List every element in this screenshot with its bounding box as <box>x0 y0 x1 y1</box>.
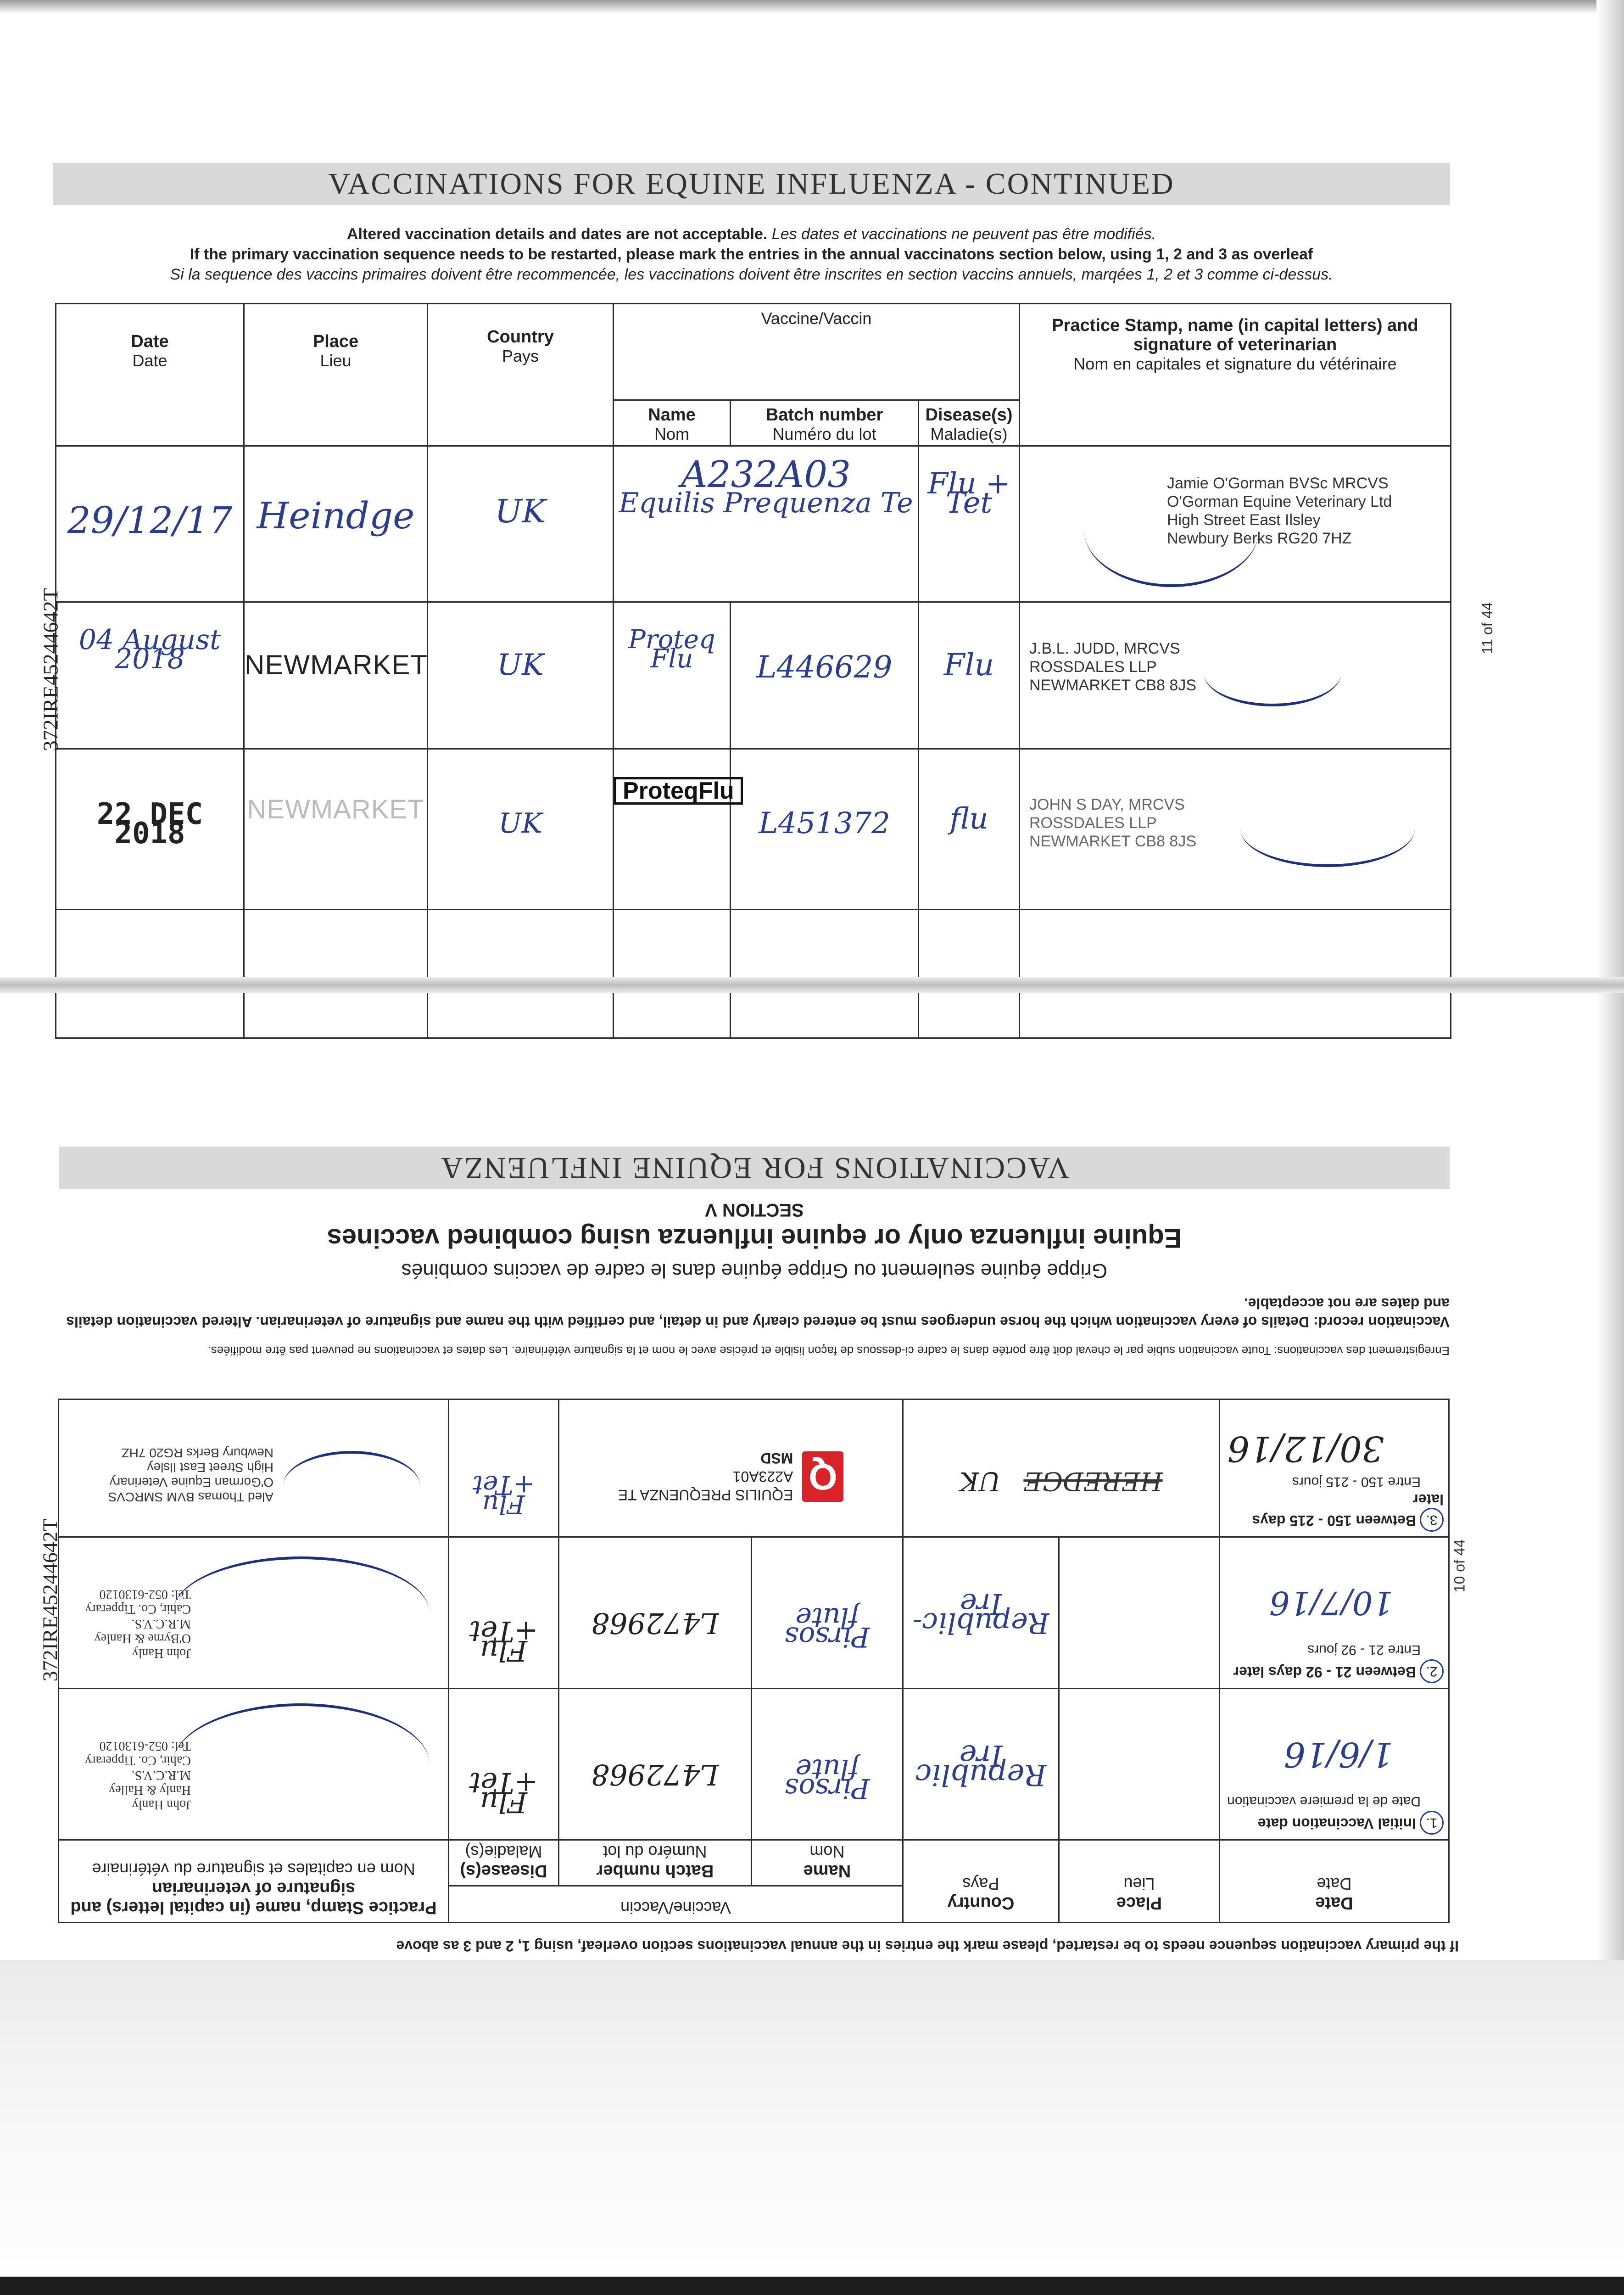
hdr-batch: Batch number Numéro du lot <box>559 1840 752 1886</box>
cell-batch: L472968 <box>559 1689 752 1840</box>
cell-place <box>1059 1689 1220 1840</box>
vet-stamp: Jamie O'Gorman BVSc MRCVS O'Gorman Equine Veterinary Ltd High Street East Ilsley Newbury Berks RG20 7HZ <box>1167 475 1392 547</box>
upper-note-fr: Les dates et vaccinations ne peuvent pas être modifiés. <box>771 225 1156 243</box>
row-label: 3.Between 150 - 215 days later <box>1220 1491 1448 1536</box>
lower-side-id: 372IRE45244642T <box>38 1518 62 1682</box>
cell-place: NEWMARKET <box>244 749 428 910</box>
equilis-sticker: Q EQUILIS PREQUENZA TE A223A01 MSD <box>559 1449 902 1536</box>
cell-country: UK <box>428 446 614 602</box>
cell-disease: Flu + Tet <box>919 446 1020 602</box>
cell-disease: flu <box>919 749 1020 910</box>
cell-date: 3.Between 150 - 215 days later Entre 150 - 215 jours 30/12/16 <box>1220 1399 1449 1537</box>
cell-name-batch: A232A03 Equilis Prequenza Te <box>614 446 919 602</box>
upper-banner: VACCINATIONS FOR EQUINE INFLUENZA - CONTINUED <box>53 163 1450 205</box>
table-row <box>56 749 1451 910</box>
cell-disease: Flu +Tet <box>449 1399 559 1537</box>
vet-stamp: Aled Thomas BVM SMRCVS O'Gorman Equine Veterinary High Street East Ilsley Newbury Berks RG20 7HZ <box>108 1446 273 1504</box>
upper-note-en: Altered vaccination details and dates are not acceptable. <box>346 225 768 243</box>
hdr-disease: Disease(s) Maladie(s) <box>919 400 1020 446</box>
scan-lower-margin <box>0 1960 1624 2295</box>
upper-vaccination-table <box>55 303 1451 1039</box>
upper-restart-en: If the primary vaccination sequence needs to be restarted, please mark the entries in the annual vaccinatons section below, using 1, 2 and 3 as overleaf <box>190 246 1313 263</box>
vet-signature <box>1240 791 1415 867</box>
cell-stamp <box>59 1537 449 1689</box>
cell-stamp <box>1020 446 1451 602</box>
lower-page-number: 10 of 44 <box>1451 1539 1468 1593</box>
lower-subtitle-fr: Grippe équine seulement ou Grippe équine dans le cadre de vaccins combinés <box>401 1259 1108 1282</box>
lower-banner: VACCINATIONS FOR EQUINE INFLUENZA <box>59 1147 1450 1189</box>
hdr-date: Date Date <box>56 304 244 446</box>
hdr-name: Name Nom <box>752 1840 903 1886</box>
row-label-fr: Entre 150 - 215 jours <box>1292 1474 1421 1489</box>
cell-country: UK <box>428 602 614 749</box>
row-label-fr: Date de la premiere vaccination <box>1227 1794 1421 1809</box>
hdr-date: Date Date <box>1220 1840 1449 1923</box>
lower-section: SECTION V <box>705 1200 804 1220</box>
hdr-disease: Disease(s) Maladie(s) <box>449 1840 559 1886</box>
cell-date: 1.Initial Vaccination date Date de la premiere vaccination 1/6/16 <box>1220 1689 1449 1840</box>
vet-stamp: J.B.L. JUDD, MRCVS ROSSDALES LLP NEWMARKET CB8 8JS <box>1029 640 1197 694</box>
vet-signature <box>173 1703 430 1825</box>
vet-signature <box>1084 474 1259 587</box>
cell-place-country: HEREDGE UK <box>903 1399 1220 1537</box>
equilis-logo-icon: Q <box>802 1451 843 1502</box>
page-fold <box>0 977 1624 993</box>
cell-disease: Flu +Tet <box>449 1537 559 1689</box>
hdr-country: Country Pays <box>428 304 614 446</box>
table-row <box>59 1399 1449 1537</box>
cell-name: Pirsos flute <box>752 1537 903 1689</box>
hdr-vaccine: Vaccine/Vaccin <box>449 1886 903 1923</box>
upper-page-number: 11 of 44 <box>1479 602 1496 655</box>
hdr-vaccine: Vaccine/Vaccin <box>614 304 1020 400</box>
cell-batch: L472968 <box>559 1537 752 1689</box>
table-row <box>56 446 1451 602</box>
row-label: 2.Between 21 - 92 days later <box>1220 1659 1448 1688</box>
hdr-batch: Batch number Numéro du lot <box>731 400 919 446</box>
hdr-name: Name Nom <box>614 400 731 446</box>
lower-record-fr: Enregistrement des vaccinations: Toute vaccination subie par le cheval doit être portée dans le cadre ci-dessous de façon lisible et précise avec le nom et la signature vétérinaire. Les dates et vaccinations ne peuvent pas être modifiées. <box>207 1344 1450 1358</box>
cell-name: Pirsos flute <box>752 1689 903 1840</box>
lower-subtitle: Equine influenza only or equine influenza using combined vaccines <box>327 1223 1182 1253</box>
hdr-stamp: Practice Stamp, name (in capital letters) and signature of veterinarian Nom en capitales et signature du vétérinaire <box>1020 304 1451 446</box>
cell-date: 2.Between 21 - 92 days later Entre 21 - 92 jours 10/7/16 <box>1220 1537 1449 1689</box>
cell-country: UK <box>428 749 614 910</box>
upper-note <box>53 224 1450 244</box>
hdr-country: Country Pays <box>903 1840 1059 1923</box>
cell-batch: L446629 <box>731 602 919 749</box>
cell-country: Republic Ire <box>903 1689 1059 1840</box>
table-row <box>59 1689 1449 1840</box>
proteqflu-sticker: ProteqFlu <box>614 777 743 805</box>
cell-name: Proteq Flu <box>614 602 731 749</box>
row-label: 1.Initial Vaccination date <box>1220 1811 1448 1839</box>
cell-stamp <box>1020 602 1451 749</box>
lower-vaccination-table <box>58 1399 1450 1923</box>
scan-shadow-top <box>0 0 1624 14</box>
lower-restart-edge: If the primary vaccination sequence needs to be restarted, please mark the entries in the annual vaccinations section overleaf, using 1, 2 and 3 as above <box>396 1938 1459 1954</box>
hdr-place: Place Lieu <box>1059 1840 1220 1923</box>
cell-disease: Flu <box>919 602 1020 749</box>
cell-stamp <box>1020 749 1451 910</box>
cell-stamp <box>59 1689 449 1840</box>
cell-name <box>614 749 734 910</box>
cell-date: 22 DEC 2018 <box>56 749 244 910</box>
cell-stamp <box>59 1399 449 1537</box>
vet-signature <box>173 1556 430 1669</box>
lower-record-en: Vaccination record: Details of every vaccination which the horse undergoes must be entered clearly and in detail, and certified with the name and signature of veterinarian. Altered vaccination details and dates are not acceptable. <box>66 1295 1450 1330</box>
scan-shadow-bottom <box>0 2277 1624 2295</box>
cell-date: 29/12/17 <box>56 446 244 602</box>
cell-batch: L451372 <box>731 749 919 910</box>
vet-stamp: John Hanly O'Byrne & Hanley M.R.C.V.S. Cahir, Co. Tipperary Tel: 052-6130120 <box>85 1587 191 1660</box>
cell-date: 04 August 2018 <box>56 602 244 749</box>
cell-name-batch <box>559 1399 903 1537</box>
cell-disease: Flu +Tet <box>449 1689 559 1840</box>
vet-stamp: John Hanly Hanly & Halley M.R.C.V.S. Cahir, Co. Tipperary Tel: 052-6130120 <box>85 1739 191 1812</box>
row-label-fr: Entre 21 - 92 jours <box>1307 1642 1421 1657</box>
vet-signature <box>1204 639 1341 706</box>
cell-place: NEWMARKET <box>244 602 428 749</box>
table-row <box>56 602 1451 749</box>
table-row <box>59 1537 1449 1689</box>
cell-place <box>1059 1537 1220 1689</box>
cell-place: Heindge <box>244 446 428 602</box>
upper-side-id: 372IRE45244642T <box>39 588 62 751</box>
vet-signature <box>283 1451 420 1523</box>
vet-stamp: JOHN S DAY, MRCVS ROSSDALES LLP NEWMARKET CB8 8JS <box>1029 796 1197 850</box>
hdr-stamp: Practice Stamp, name (in capital letters) and signature of veterinarian Nom en capitales et signature du vétérinaire <box>59 1840 449 1923</box>
cell-country: Republic-Ire <box>903 1537 1059 1689</box>
hdr-place: Place Lieu <box>244 304 428 446</box>
lower-page-rotated <box>0 993 1624 1960</box>
upper-restart-fr: Si la sequence des vaccins primaires doivent être recommencée, les vaccinations doivent être inscrites en section vaccins annuels, marqées 1, 2 et 3 comme ci-dessus. <box>170 266 1333 283</box>
